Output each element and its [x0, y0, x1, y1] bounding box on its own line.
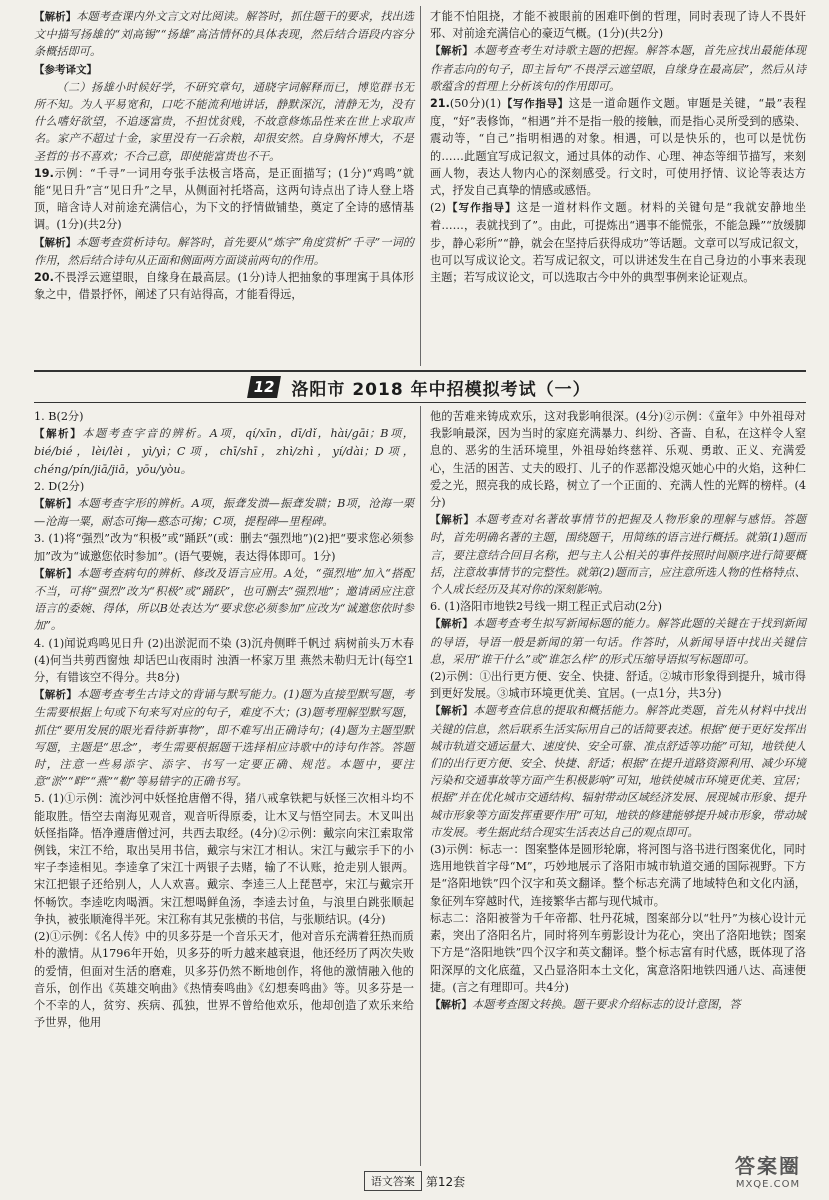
question-4-analysis: 【解析】本题考查考生古诗文的背诵与默写能力。(1)题为直接型默写题，考生需要根据上句或下句来写对应的句子，难度不大；(3)题考理解型默写题，抓住“要用发展的眼光看待新事物”，即不难写出正确诗句；(4)题为主题型默写题，主题是“思念”，考生需要根据题干选择相应诗歌中的诗句作答。答题时，注意一些易添字、添字、书写一定要正确、规范。本题中，要注意“淤”“畔”“燕”“勒”等易错字的正确书写。	[34, 688, 415, 789]
column-divider-top	[420, 6, 421, 366]
bottom-right-column	[430, 408, 806, 1014]
question-6-answer-3: (3)示例：标志一：图案整体是圆形轮廓，将河图与洛书进行图案优化，同时选用地铁首字母“M”，巧妙地展示了洛阳市城市轨道交通的国际视野。下方是“洛阳地铁”四个汉字和英文翻译。整个标志充满了地域特色和文化内涵，象征列车穿越时代，连接繁华古都与现代城市。	[430, 843, 806, 908]
question-3-answer: 3. (1)将“强烈”改为“积极”或“踊跃”(或：删去“强烈地”)(2)把“要求您必须参加”改为“诚邀您依时参加”。(语气要婉，表达得体即可。1分)	[34, 532, 414, 563]
question-21-writing-guide-2: (2)【写作指导】这是一道材料作文题。材料的关键句是“我就安静地坐着……，表就找到了”。由此，可提炼出“遇事不能慌张，不能急躁”“放缓脚步，静心彩所”“静，就会在坚持后获得成功”等话题。文章可以写成记叙文，也可以写成议论文。若写成记叙文，可以讲述发生在自己身边的小事来表现主题；若写成议论文，可以选取古今中外的典型事例来论证观点。	[430, 201, 807, 285]
footer-answer-label: 语文答案	[364, 1171, 422, 1191]
question-5-analysis: 【解析】本题考查对名著故事情节的把握及人物形象的理解与感悟。答题时，首先明确名著的主题，围绕题干，用简练的语言进行概括。就第(1)题而言，要注意结合回目名称，把与主人公相关的事件按照时间顺序进行简要概括，注意故事情节的完整性。就第(2)题而言，应注意所选人物的性格特点、个人成长经历及其对你的深刻影响。	[430, 513, 806, 597]
question-4-answer: 4. (1)闻说鸡鸣见日升 (2)出淤泥而不染 (3)沉舟侧畔千帆过 病树前头万木春 (4)何当共剪西窗烛 却话巴山夜雨时 浊酒一杯家万里 燕然未勒归无计(每空1分，有错该空不得分。共8分)	[34, 636, 414, 685]
question-6-answer-4: 标志二：洛阳被誉为千年帝都、牡丹花城，图案部分以“牡丹”为核心设计元素，突出了洛阳名片，同时将列车剪影设计为花心，突出了洛阳地铁；图案下方是“洛阳地铁”四个汉字和英文翻译。整个标志富有时代感，既体现了洛阳深厚的文化底蕴，又凸显洛阳本土文化，寓意洛阳地铁四通八达、高速便捷。(言之有理即可。共4分)	[430, 911, 806, 994]
question-5-answer-2: (2)①示例：《名人传》中的贝多芬是一个音乐天才，他对音乐充满着狂热而质朴的激情。从1796年开始，贝多芬的听力越来越衰退，他还经历了两次失败的爱情，但面对生活的磨难，贝多芬仍然不断地创作，将他的激情融入他的音乐，创作出《英雄交响曲》《热情奏鸣曲》《幻想奏鸣曲》等。贝多芬是一个不幸的人，贫穷、疾病、孤独，世界不曾给他欢乐，他却创造了欢乐来给予世界，他用	[34, 930, 414, 1030]
footer-page-label: 第12套	[425, 1174, 466, 1189]
watermark-url: MXQE.COM	[735, 1179, 801, 1190]
page-footer	[0, 1168, 829, 1194]
question-5-answer-1: 5. (1)①示例：流沙河中妖怪抢唐僧不得，猪八戒拿铁耙与妖怪三次相斗均不能取胜。悟空去南海见观音，观音听得原委，让木叉与悟空同去。木叉叫出妖怪指降。悟净遵唐僧过河，共西去取经。(4分)②示例：戴宗向宋江索取常例钱，宋江不给，取出吴用书信，戴宗与宋江才相认。宋江与戴宗手下的小牢子李逵相见。李逵拿了宋江十两银子去赌，输了不认账，抢走别人银两。宋江把银子还给别人，人人欢喜。戴宗、李逵三人上琵琶亭，宋江与戴宗开怀畅饮。李逵吃肉喝酒。宋江想喝鲜鱼汤，李逵去讨鱼，与浪里白跳张顺起争执，被张顺淹得半死。宋江称有其兄张横的书信，与张顺结识。(4分)	[34, 792, 414, 926]
reference-translation-text: （二）扬雄小时候好学，不研究章句，通晓字词解释而已，博览群书无所不知。为人平易宽和，口吃不能流利地讲话，静默深沉，清静无为，没有什么嗜好欲望，不追逐富贵，不担忧贫贱，不故意修炼品性来在世上求取声名。家产不超过十金，家里没有一石余粮，却很安然。自身胸怀博大，不是圣哲的书不喜欢；不合己意，即使能富贵也不干。	[34, 80, 414, 163]
exam-number-badge: 12	[247, 376, 281, 398]
top-right-column	[430, 8, 806, 286]
question-1-analysis: 【解析】本题考查字音的辨析。A项，qí/xīn，dī/dǐ，hài/gāi；B项，bié/bié，lèi/lèi，yì/yì；C项，chī/shī，zhì/zhì，yí/dài；D项，chéng/pín/jiā/jiā，yōu/yòu。	[34, 427, 414, 476]
question-21-writing-guide-1: 21.(50分)(1)【写作指导】这是一道命题作文题。审题是关键，“最”表程度，“好”表修饰，“相遇”并不是指一般的接触，而是指心灵所受到的感染、震动等，“自己”指明相遇的对象。相遇，可以是快乐的，也可以是忧伤的……此题宜写成记叙文，通过具体的动作、心理、神态等细节描写，来刻画人物，表达人物内心的深刻感受。行文时，可使用抒情、议论等表达方式，抒发自己真挚的情感或感悟。	[430, 97, 806, 198]
question-1-answer: 1. B(2分)	[34, 410, 84, 423]
question-19-answer: 19.示例：“千寻”一词用夸张手法极言塔高，是正面描写；(1分)“鸡鸣”就能“见日升”言“见日升”之早，从侧面衬托塔高，这两句诗点出了诗人登上塔顶，暗含诗人对前途充满信心，为下文的抒情做铺垫，奠定了全诗的感情基调。(1分)(共2分)	[34, 166, 414, 232]
question-3-analysis: 【解析】本题考查病句的辨析、修改及语言应用。A处，“强烈地”加入“搭配不当，可将“强烈”改为“积极”或“踊跃”，也可删去“强烈地”；邀请函应注意语言的委婉、得体，所以B处表达为“要求您必须参加”应改为“诚邀您依时参加”。	[34, 566, 414, 633]
question-20-analysis: 【解析】本题考查考生对诗歌主题的把握。解答本题，首先应找出最能体现作者志向的句子，即主旨句“不畏浮云遮望眼，自缘身在最高层”，然后从诗歌蕴含的哲理上分析该句的作用即可。	[430, 44, 806, 93]
exam-section-banner	[34, 370, 806, 403]
question-20-answer: 20.不畏浮云遮望眼，自缘身在最高层。(1分)诗人把抽象的事理寓于具体形象之中，借景抒怀，阐述了只有站得高，才能看得远，	[34, 271, 414, 302]
reference-translation-heading: 【参考译文】	[34, 63, 97, 76]
question-6-answer-2: (2)示例：①出行更方便、安全、快捷、舒适。②城市形象得到提升，城市得到更好发展。③城市环境更优美、宜居。(一点1分，共3分)	[430, 670, 806, 701]
question-6-analysis-1: 【解析】本题考查考生拟写新闻标题的能力。解答此题的关键在于找到新闻的导语，导语一般是新闻的第一句话。作答时，从新闻导语中找出关键信息，采用“谁干什么”或“谁怎么样”的形式压缩导语拟写标题即可。	[430, 617, 806, 666]
question-6-analysis-2: 【解析】本题考查信息的提取和概括能力。解答此类题，首先从材料中找出关键的信息，然后联系生活实际用自己的话简要表述。根据“便于更好发挥出城市轨道交通运量大、速度快、安全可靠、准点舒适等功能”可知，地铁使人们的出行更方便、安全、快捷、舒适；根据“在提升道路资源利用、减少环境污染和交通事故等方面产生积极影响”可知，地铁使城市环境更优美、宜居；根据“并在优化城市交通结构、辐射带动区域经济发展、展现城市形象、提升城市形象等方面发挥重要作用”可知，地铁的修建能够提升城市形象，带动城市发展。考生据此结合现实生活表达自己的观点即可。	[430, 704, 806, 839]
watermark-logo-text: 答案圈	[735, 1154, 801, 1178]
question-19-analysis: 【解析】本题考查赏析诗句。解答时，首先要从“炼字”角度赏析“千寻”一词的作用，然后结合诗句从正面和侧面两方面谈前两句的作用。	[34, 235, 414, 267]
question-6-answer-1: 6. (1)洛阳市地铁2号线一期工程正式启动(2分)	[430, 600, 663, 614]
question-20-continued: 才能不怕阻挠，才能不被眼前的困难吓倒的哲理，同时表现了诗人不畏奸邪、对前途充满信心的豪迈气概。(1分)(共2分)	[430, 10, 806, 41]
question-2-analysis: 【解析】本题考查字形的辨析。A项，振聋发溃—振聋发聩；B项，沧海一栗—沧海一粟，耐态可掬—憨态可掬；C项，提程碑—里程碑。	[34, 497, 414, 529]
bottom-left-column	[34, 408, 414, 1031]
analysis-paragraph: 【解析】本题考查课内外文言文对比阅读。解答时，抓住题干的要求，找出选文中描写扬雄的“刘高锡”“扬雄”高洁情怀的具体表现，然后结合语段内容分条概括即可。	[34, 10, 414, 59]
site-watermark	[713, 1150, 823, 1198]
top-left-column	[34, 8, 414, 303]
question-5-continued: 他的苦难来铸成欢乐，这对我影响很深。(4分)②示例：《童年》中外祖母对我影响最深，因为当时的家庭充满暴力、纠纷、吝啬、自私，在这样令人窒息的、恶劣的生活环境里，外祖母始终慈祥、乐观、勇敢、正义、充满爱心，生活的困苦、丈夫的殴打、儿子的作恶都没熄灭她心中的火焰，这种仁爱之光，照亮我的成长路，树立了一个正面的、充满人性的光辉的榜样。(4分)	[430, 410, 806, 510]
question-6-analysis-3: 【解析】本题考查图文转换。题干要求介绍标志的设计意图，答	[430, 997, 741, 1011]
exam-title: 洛阳市 2018 年中招模拟考试（一）	[291, 379, 591, 400]
column-divider-bottom	[420, 406, 421, 1166]
question-2-answer: 2. D(2分)	[34, 479, 85, 493]
